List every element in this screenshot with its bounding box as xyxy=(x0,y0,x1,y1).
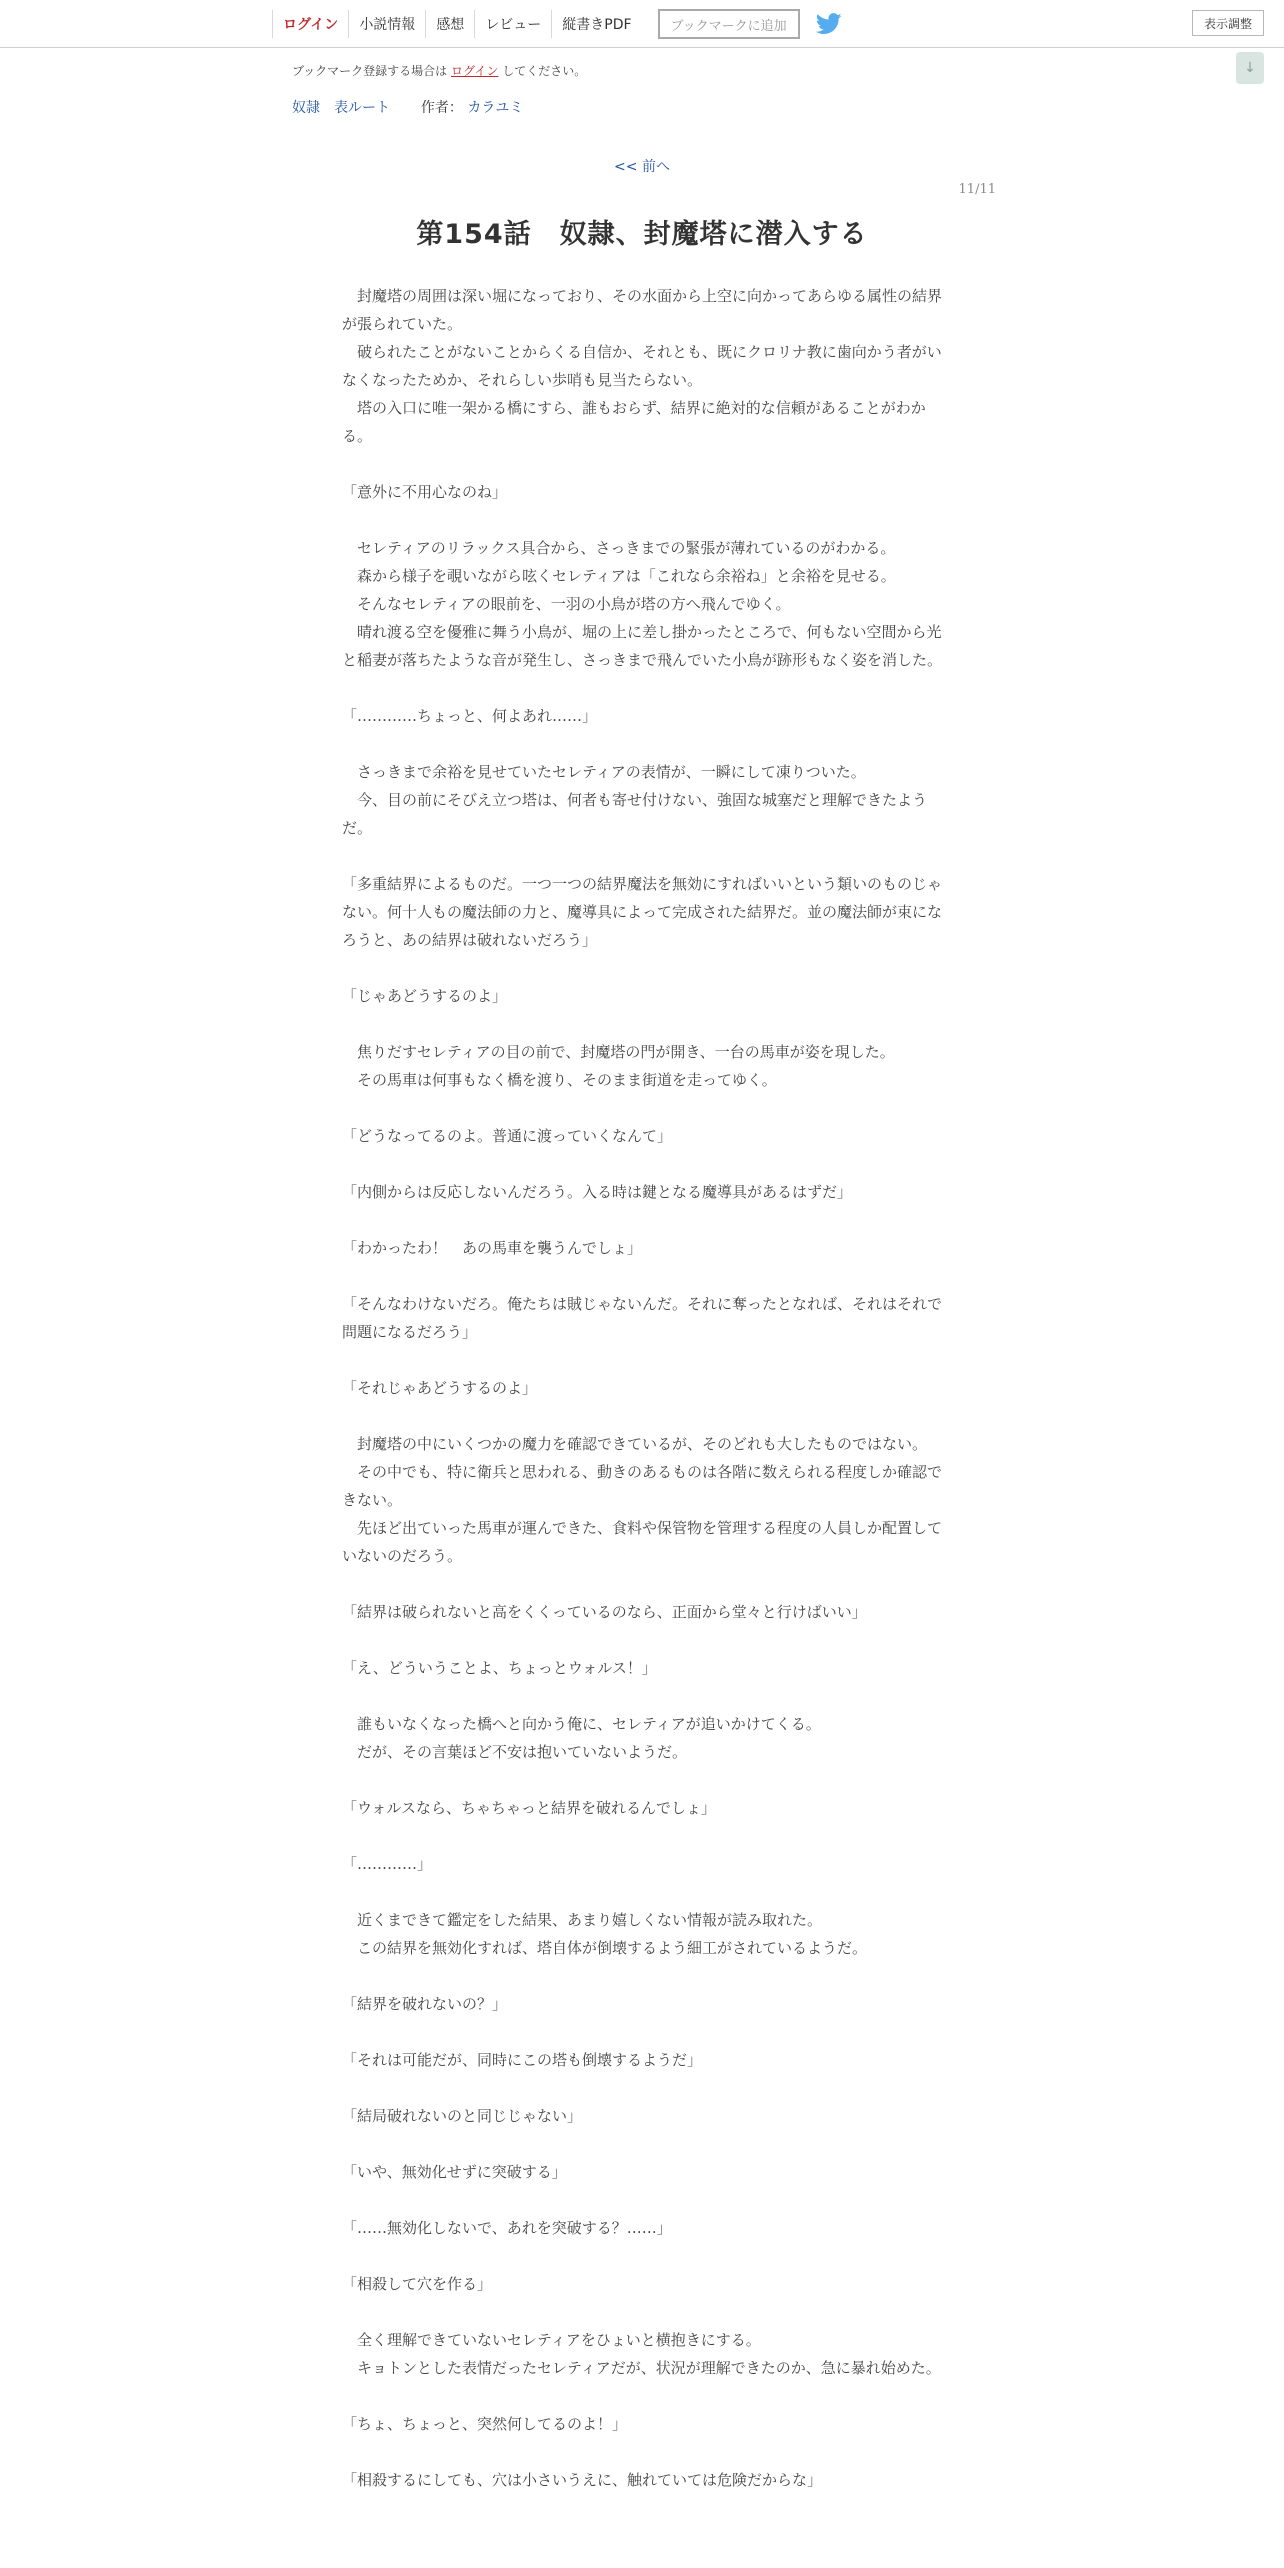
chapter-paragraph: 「ちょ、ちょっと、突然何してるのよ！」 xyxy=(342,2415,628,2433)
chapter-paragraph: そんなセレティアの眼前を、一羽の小鳥が塔の方へ飛んでゆく。 xyxy=(342,595,791,613)
chapter-paragraph xyxy=(342,1626,942,1654)
chapter-paragraph xyxy=(342,1878,942,1906)
header-bar xyxy=(0,0,1284,48)
series-title-link[interactable]: 奴隷 表ルート xyxy=(292,100,390,116)
page-count: 11/11 xyxy=(958,182,996,197)
chapter-paragraph: 「わかったわ！ あの馬車を襲うんでしょ」 xyxy=(342,1239,643,1257)
chapter-paragraph: その馬車は何事もなく橋を渡り、そのまま街道を走ってゆく。 xyxy=(342,1071,777,1089)
chapter-paragraph: 「…………ちょっと、何よあれ……」 xyxy=(342,707,598,725)
author-label: 作者： xyxy=(420,100,463,116)
chapter-paragraph xyxy=(342,954,942,982)
chapter-paragraph: 「結界は破られないと高をくくっているのなら、正面から堂々と行けばいい」 xyxy=(342,1603,867,1621)
chapter-paragraph: 「そんなわけないだろ。俺たちは賊じゃないんだ。それに奪ったとなれば、それはそれで問題になるだろう」 xyxy=(342,1295,943,1341)
chapter-paragraph xyxy=(342,2382,942,2410)
chapter-paragraph: 「……無効化しないで、あれを突破する？……」 xyxy=(342,2219,672,2237)
chapter-paragraph xyxy=(342,1262,942,1290)
chapter-paragraph xyxy=(342,2298,942,2326)
chapter-paragraph: 「え、どういうことよ、ちょっとウォルス！」 xyxy=(342,1659,657,1677)
main-nav xyxy=(272,8,844,40)
chapter-paragraph: 破られたことがないことからくる自信か、それとも、既にクロリナ教に歯向かう者がいなくなったためか、それらしい歩哨も見当たらない。 xyxy=(342,343,942,389)
chapter-paragraph: 「相殺するにしても、穴は小さいうえに、触れていては危険だからな」 xyxy=(342,2471,823,2489)
chapter-paragraph: 誰もいなくなった橋へと向かう俺に、セレティアが追いかけてくる。 xyxy=(342,1715,821,1733)
chapter-paragraph: 塔の入口に唯一架かる橋にすら、誰もおらず、結界に絶対的な信頼があることがわかる。 xyxy=(342,399,926,445)
nav-review[interactable]: レビュー xyxy=(474,10,551,38)
login-notice-suffix: してください。 xyxy=(502,64,587,78)
display-settings-button[interactable]: 表示調整 xyxy=(1192,10,1264,36)
chapter-paragraph: 「結局破れないのと同じじゃない」 xyxy=(342,2107,583,2125)
chapter-paragraph xyxy=(342,1682,942,1710)
chapter-paragraph: 全く理解できていないセレティアをひょいと横抱きにする。 xyxy=(342,2331,761,2349)
chapter-paragraph: 「相殺して穴を作る」 xyxy=(342,2275,493,2293)
chapter-paragraph xyxy=(342,506,942,534)
chapter-paragraph xyxy=(342,842,942,870)
chapter-paragraph xyxy=(342,2438,942,2466)
chapter-paragraph: 近くまできて鑑定をした結果、あまり嬉しくない情報が読み取れた。 xyxy=(342,1911,823,1929)
chapter-paragraph: 「…………」 xyxy=(342,1855,433,1873)
chapter-paragraph xyxy=(342,2074,942,2102)
login-notice-prefix: ブックマーク登録する場合は xyxy=(292,64,448,78)
chapter-paragraph: 焦りだすセレティアの目の前で、封魔塔の門が開き、一台の馬車が姿を現した。 xyxy=(342,1043,895,1061)
twitter-icon[interactable] xyxy=(816,12,844,36)
chapter-paragraph xyxy=(342,2242,942,2270)
chapter-paragraph: 「結界を破れないの？」 xyxy=(342,1995,508,2013)
chapter-paragraph: セレティアのリラックス具合から、さっきまでの緊張が薄れているのがわかる。 xyxy=(342,539,896,557)
nav-login[interactable]: ログイン xyxy=(272,10,348,38)
chapter-paragraph xyxy=(342,2186,942,2214)
twitter-bird-icon xyxy=(816,13,842,35)
chapter-paragraph xyxy=(342,1346,942,1374)
chapter-paragraph: 「じゃあどうするのよ」 xyxy=(342,987,508,1005)
chapter-paragraph: さっきまで余裕を見せていたセレティアの表情が、一瞬にして凍りついた。 xyxy=(342,763,866,781)
chapter-paragraph xyxy=(342,1094,942,1122)
chapter-paragraph: 「ウォルスなら、ちゃちゃっと結界を破れるんでしょ」 xyxy=(342,1799,716,1817)
chapter-paragraph: 「意外に不用心なのね」 xyxy=(342,483,508,501)
nav-novel-info[interactable]: 小説情報 xyxy=(348,10,425,38)
chapter-paragraph: だが、その言葉ほど不安は抱いていないようだ。 xyxy=(342,1743,688,1761)
chapter-paragraph xyxy=(342,1150,942,1178)
breadcrumb xyxy=(292,97,523,117)
chapter-paragraph xyxy=(342,1962,942,1990)
chapter-paragraph xyxy=(342,1766,942,1794)
bookmark-button[interactable]: ブックマークに追加 xyxy=(658,9,800,39)
nav-vertical-pdf[interactable]: 縦書きPDF xyxy=(551,10,641,38)
chapter-paragraph xyxy=(342,730,942,758)
chapter-paragraph: 晴れ渡る空を優雅に舞う小鳥が、堀の上に差し掛かったところで、何もない空間から光と稲妻が落ちたような音が発生し、さっきまで飛んでいた小鳥が跡形もなく姿を消した。 xyxy=(342,623,943,669)
chapter-paragraph: 「多重結界によるものだ。一つ一つの結界魔法を無効にすればいいという類いのものじゃない。何十人もの魔法師の力と、魔導具によって完成された結界だ。並の魔法師が束になろうと、あの結界は破れないだろう」 xyxy=(342,875,943,949)
chapter-paragraph: 「それじゃあどうするのよ」 xyxy=(342,1379,538,1397)
chapter-paragraph xyxy=(342,2018,942,2046)
chapter-paragraph: 「どうなってるのよ。普通に渡っていくなんて」 xyxy=(342,1127,673,1145)
prev-chapter-link[interactable]: << 前へ xyxy=(614,159,670,175)
chapter-paragraph: 「それは可能だが、同時にこの塔も倒壊するようだ」 xyxy=(342,2051,703,2069)
chapter-paragraph xyxy=(342,1010,942,1038)
chapter-paragraph: その中でも、特に衛兵と思われる、動きのあるものは各階に数えられる程度しか確認できない。 xyxy=(342,1463,943,1509)
chapter-body xyxy=(342,282,942,2494)
chapter-paragraph xyxy=(342,674,942,702)
chapter-paragraph xyxy=(342,2130,942,2158)
chapter-paragraph: 「いや、無効化せずに突破する」 xyxy=(342,2163,567,2181)
nav-impressions[interactable]: 感想 xyxy=(425,10,474,38)
chapter-paragraph: 先ほど出ていった馬車が運んできた、食料や保管物を管理する程度の人員しか配置していないのだろう。 xyxy=(342,1519,943,1565)
author-name-link[interactable]: カラユミ xyxy=(467,100,524,116)
login-notice xyxy=(292,62,586,79)
chapter-paragraph xyxy=(342,1822,942,1850)
chapter-paragraph: 封魔塔の周囲は深い堀になっており、その水面から上空に向かってあらゆる属性の結界が張られていた。 xyxy=(342,287,943,333)
chapter-title: 第154話 奴隷、封魔塔に潜入する xyxy=(416,219,868,250)
chapter-paragraph: 今、目の前にそびえ立つ塔は、何者も寄せ付けない、強固な城塞だと理解できたようだ。 xyxy=(342,791,928,837)
arrow-down-icon: ↓ xyxy=(1244,60,1256,76)
chapter-paragraph: 森から様子を覗いながら呟くセレティアは「これなら余裕ね」と余裕を見せる。 xyxy=(342,567,896,585)
chapter-paragraph xyxy=(342,1570,942,1598)
chapter-paragraph xyxy=(342,450,942,478)
login-notice-link[interactable]: ログイン xyxy=(451,64,499,78)
chapter-paragraph: キョトンとした表情だったセレティアだが、状況が理解できたのか、急に暴れ始めた。 xyxy=(342,2359,941,2377)
chapter-paragraph: 封魔塔の中にいくつかの魔力を確認できているが、そのどれも大したものではない。 xyxy=(342,1435,928,1453)
chapter-paragraph: この結界を無効化すれば、塔自体が倒壊するよう細工がされているようだ。 xyxy=(342,1939,868,1957)
scroll-down-button[interactable] xyxy=(1236,52,1264,84)
chapter-paragraph: 「内側からは反応しないんだろう。入る時は鍵となる魔導具があるはずだ」 xyxy=(342,1183,853,1201)
chapter-paragraph xyxy=(342,1402,942,1430)
chapter-paragraph xyxy=(342,1206,942,1234)
